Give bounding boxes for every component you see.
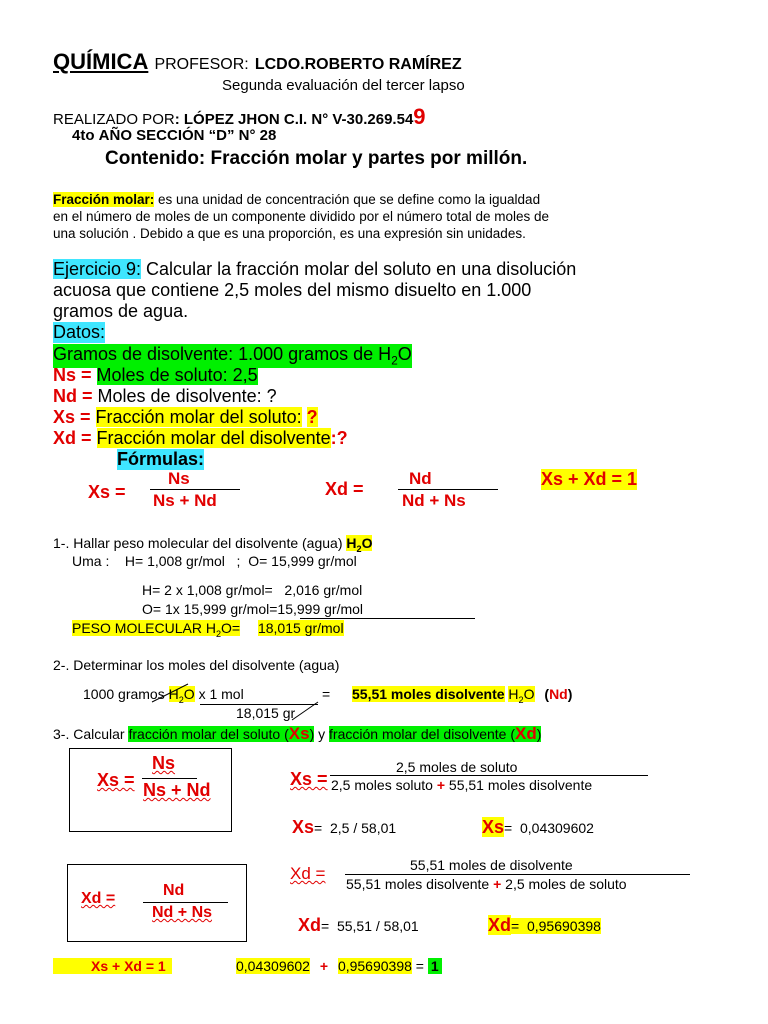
step2-result (352, 686, 572, 705)
xd-calc-den (346, 876, 627, 892)
datos-nd (53, 386, 277, 407)
step1-uma: Uma : H= 1,008 gr/mol ; O= 15,999 gr/mol (72, 553, 357, 569)
step1-sum-bar (300, 618, 475, 619)
xs-question: ? (306, 407, 318, 427)
xs-calc-plus: + (436, 777, 446, 793)
box2-bar (143, 902, 228, 903)
final-b: 0,95690398 (337, 958, 412, 974)
step2-den: 18,015 gr (236, 705, 296, 721)
formula-xs-num: Ns (168, 469, 190, 488)
step2-equals: = (322, 686, 331, 702)
xs-text: Fracción molar del soluto: (95, 407, 302, 427)
xs-calc-bar (330, 775, 648, 776)
pm-label (72, 620, 241, 639)
content-title: Contenido: Fracción molar y partes por millón. (105, 148, 528, 169)
step3-xs-close: ) (309, 726, 315, 742)
xs-symbol: Xs = (53, 407, 91, 427)
step1-o: O (361, 535, 373, 551)
step2-title: 2-. Determinar los moles del disolvente (agua) (53, 657, 340, 673)
ns-symbol: Ns = (53, 365, 92, 385)
xd-res-sym: Xd (488, 915, 512, 935)
box2-den: Nd + Ns (152, 904, 213, 921)
xd-division (298, 915, 419, 936)
box1-den: Ns + Nd (143, 780, 211, 800)
xd-question: :? (330, 428, 348, 448)
step2-result-h2o (508, 686, 535, 705)
final-a: 0,04309602 (236, 958, 310, 974)
step3-xs-sym: Xs (288, 724, 310, 743)
xs-calc-den-b: 55,51 moles disolvente (448, 777, 593, 793)
pm-label-o: O= (221, 620, 241, 636)
final-result: 1 (428, 958, 442, 974)
step2-paren-close: ) (567, 686, 573, 702)
teacher-label: PROFESOR: (154, 56, 249, 73)
step3-xs-text: fracción molar del soluto ( (128, 726, 289, 742)
xd-symbol: Xd = (53, 428, 92, 448)
formula-xd-lhs: Xd = (325, 479, 364, 499)
xd-calc-plus: + (493, 876, 502, 892)
step2-h: H (168, 686, 179, 702)
exercise-line-1 (53, 259, 576, 280)
xd-calc-num: 55,51 moles de disolvente (410, 857, 573, 873)
formula-xd-num: Nd (409, 469, 432, 488)
formula-xs-den: Ns + Nd (153, 491, 217, 510)
ns-text: Moles de soluto: 2,5 (96, 365, 258, 385)
exercise-label: Ejercicio 9: (53, 259, 142, 279)
xd-calc-den-b: 2,5 moles de soluto (505, 876, 627, 892)
step1-h: H (346, 535, 357, 551)
box2-num: Nd (163, 882, 185, 899)
final-sum (236, 958, 442, 974)
step2-result-text: 55,51 moles disolvente (352, 686, 505, 702)
formulas-title: Fórmulas: (117, 449, 205, 469)
datos-ns (53, 365, 258, 386)
xd-div-sym: Xd (298, 915, 322, 935)
evaluation-title: Segunda evaluación del tercer lapso (222, 77, 465, 94)
box1-bar (142, 778, 197, 779)
author-label: REALIZADO POR (53, 111, 175, 128)
xd-div-text: = 55,51 / 58,01 (321, 918, 419, 934)
box1-lhs: Xs = (97, 770, 135, 790)
pm-label-sub: 2 (215, 628, 221, 639)
xs-div-text: = 2,5 / 58,01 (314, 820, 397, 836)
step3-and: y (318, 726, 326, 742)
box2-lhs: Xd = (81, 890, 116, 907)
step3-xd-phrase (329, 726, 541, 742)
pm-value: 18,015 gr/mol (257, 620, 344, 636)
xd-result (488, 915, 601, 936)
step3-xs-phrase (128, 726, 314, 742)
xd-res-text: = 0,95690398 (511, 918, 601, 934)
final-plus: + (319, 958, 329, 974)
box1-num: Ns (152, 753, 176, 773)
xs-result (482, 817, 594, 838)
datos-gramos-text: Gramos de disolvente: 1.000 gramos de H (53, 344, 392, 364)
pm-label-text: PESO MOLECULAR H (72, 620, 216, 636)
author-name: : LÓPEZ JHON C.I. N° V-30.269.54 (174, 111, 414, 128)
datos-title: Datos: (53, 322, 106, 342)
author-digit: 9 (413, 104, 426, 129)
formula-xd-den: Nd + Ns (402, 491, 466, 510)
xs-div-sym: Xs (292, 817, 315, 837)
datos-xd (53, 428, 348, 449)
step3-xd-close: ) (536, 726, 542, 742)
step2-res-h: H (508, 686, 519, 702)
xd-calc-lhs: Xd = (290, 864, 326, 883)
xs-calc-num: 2,5 moles de soluto (396, 759, 518, 775)
definition-text-1: es una unidad de concentración que se define como la igualdad (158, 192, 541, 207)
definition-term: Fracción molar: (53, 192, 155, 207)
step1-h-line: H= 2 x 1,008 gr/mol= 2,016 gr/mol (142, 582, 363, 598)
step2-o: O (183, 686, 195, 702)
step2-mol: x 1 mol (198, 686, 244, 702)
grade-section: AÑO SECCIÓN “D” N° 28 (98, 127, 277, 144)
step2-nd-tag: Nd (549, 686, 568, 702)
step3-title (53, 724, 541, 744)
datos-xs (53, 407, 318, 428)
step3-title-text: 3-. Calcular (53, 726, 125, 742)
step1-h2o (346, 535, 373, 554)
formula-xs-lhs: Xs = (88, 482, 126, 502)
step3-xd-text: fracción molar del disolvente ( (329, 726, 516, 742)
grade-year: 4to (72, 127, 95, 144)
step1-o-line: O= 1x 15,999 gr/mol=15,999 gr/mol (142, 601, 364, 617)
strike-gr-icon (290, 700, 320, 722)
step1-title-text: 1-. Hallar peso molecular del disolvente (agua) (53, 535, 343, 551)
formula-xs-bar (150, 489, 240, 490)
step3-xd-sym: Xd (515, 724, 537, 743)
datos-gramos-sub: 2 (391, 354, 398, 368)
step1-title (53, 535, 372, 554)
xd-calc-den-a: 55,51 moles disolvente (346, 876, 490, 892)
step1-pm (72, 620, 344, 639)
nd-symbol: Nd = (53, 386, 93, 406)
exercise-line-2: acuosa que contiene 2,5 moles del mismo disuelto en 1.000 (53, 280, 532, 300)
grade-line (72, 127, 276, 144)
step2-res-o: O (523, 686, 535, 702)
definition-line-1 (53, 192, 540, 207)
definition-line-2: en el número de moles de un componente dividido por el número total de moles de (53, 209, 550, 224)
xs-calc-lhs: Xs = (290, 769, 328, 789)
xs-calc-den (331, 777, 592, 793)
datos-gramos-o: O (397, 344, 412, 364)
xs-res-sym: Xs (482, 817, 505, 837)
nd-text: Moles de disolvente: ? (97, 386, 277, 406)
xs-calc-den-a: 2,5 moles soluto (331, 777, 433, 793)
final-label: Xs + Xd = 1 (53, 958, 172, 974)
strike-grams-icon (150, 682, 190, 704)
final-eq: = (415, 958, 424, 974)
exercise-line-3: gramos de agua. (53, 301, 189, 321)
subject-title: QUÍMICA (53, 49, 149, 74)
step1-sub: 2 (356, 543, 362, 554)
xd-text: Fracción molar del disolvente (96, 428, 331, 448)
step2-sub: 2 (178, 694, 184, 705)
step2-paren-open: ( (544, 686, 550, 702)
step2-res-sub: 2 (518, 694, 524, 705)
xd-calc-bar (345, 874, 690, 875)
definition-line-3: una solución . Debido a que es una proporción, es una expresión sin unidades. (53, 226, 526, 241)
step2-grams: 1000 gramos (83, 686, 165, 702)
exercise-text-1: Calcular la fracción molar del soluto en una disolución (146, 259, 577, 279)
formula-sum: Xs + Xd = 1 (541, 469, 638, 489)
xs-res-text: = 0,04309602 (504, 820, 594, 836)
xs-division (292, 817, 396, 838)
teacher-name: LCDO.ROBERTO RAMÍREZ (254, 56, 462, 73)
header-line (53, 49, 462, 75)
formula-xd-bar (398, 489, 498, 490)
